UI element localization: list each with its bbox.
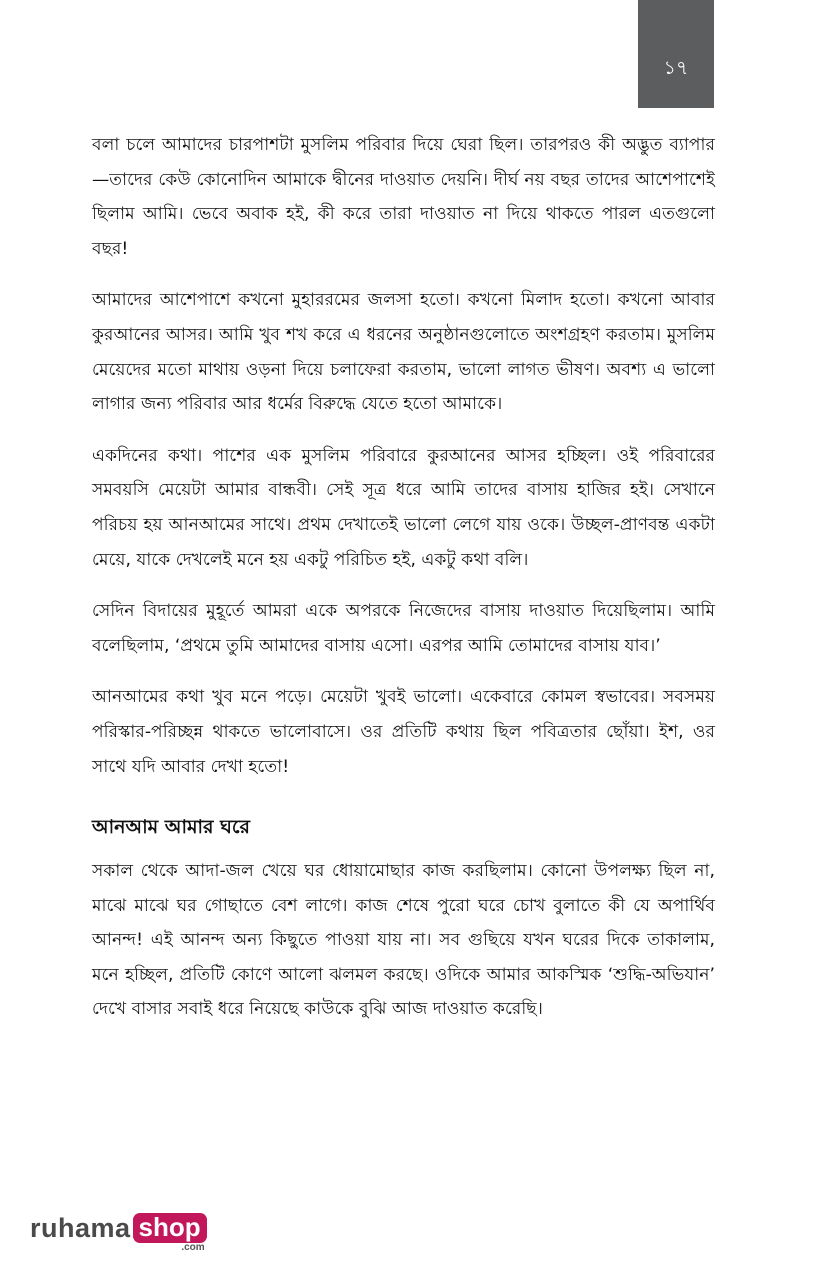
section-heading: আনআম আমার ঘরে	[92, 816, 250, 839]
page-number: ১৭	[663, 57, 689, 79]
section-paragraph-1: সকাল থেকে আদা-জল খেয়ে ঘর ধোয়ামোছার কাজ করছিলাম। কোনো উপলক্ষ্য ছিল না, মাঝে মাঝে ঘর গোছাতে বেশ লাগে। কাজ শেষে পুরো ঘরে চোখ বুলাতে কী যে অপার্থিব আনন্দ! এই আনন্দ অন্য কিছুতে পাওয়া যায় না। সব গুছিয়ে যখন ঘরের দিকে তাকালাম, মনে হচ্ছিল, প্রতিটি কোণে আলো ঝলমল করছে। ওদিকে আমার আকস্মিক ‘শুদ্ধি-অভিযান’ দেখে বাসার সবাই ধরে নিয়েছে কাউকে বুঝি আজ দাওয়াত করেছি।	[92, 861, 715, 1020]
logo-word: ruhama	[30, 1213, 131, 1243]
publisher-logo	[30, 1212, 207, 1253]
paragraph-5: আনআমের কথা খুব মনে পড়ে। মেয়েটা খুবই ভালো। একেবারে কোমল স্বভাবের। সবসময় পরিস্কার-পরিচ্ছন্ন থাকতে ভালোবাসে। ওর প্রতিটি কথায় ছিল পবিত্রতার ছোঁয়া। ইশ, ওর সাথে যদি আবার দেখা হতো!	[92, 687, 715, 777]
paragraph-3: একদিনের কথা। পাশের এক মুসলিম পরিবারে কুরআনের আসর হচ্ছিল। ওই পরিবারের সমবয়সি মেয়েটা আমার বান্ধবী। সেই সূত্র ধরে আমি তাদের বাসায় হাজির হই। সেখানে পরিচয় হয় আনআমের সাথে। প্রথম দেখাতেই ভালো লেগে যায় ওকে। উচ্ছল-প্রাণবন্ত একটা মেয়ে, যাকে দেখলেই মনে হয় একটু পরিচিত হই, একটু কথা বলি।	[92, 445, 715, 570]
paragraph-4: সেদিন বিদায়ের মুহূর্তে আমরা একে অপরকে নিজেদের বাসায় দাওয়াত দিয়েছিলাম। আমি বলেছিলাম, ‘প্রথমে তুমি আমাদের বাসায় এসো। এরপর আমি তোমাদের বাসায় যাব।’	[92, 601, 715, 656]
logo-badge-text: shop	[138, 1212, 201, 1242]
logo-shop-badge	[133, 1212, 207, 1253]
logo-suffix: .com	[181, 1242, 205, 1253]
page-number-tab	[638, 0, 714, 108]
page-body	[92, 128, 715, 1044]
paragraph-2: আমাদের আশেপাশে কখনো মুহাররমের জলসা হতো। কখনো মিলাদ হতো। কখনো আবার কুরআনের আসর। আমি খুব শখ করে এ ধরনের অনুষ্ঠানগুলোতে অংশগ্রহণ করতাম। মুসলিম মেয়েদের মতো মাথায় ওড়না দিয়ে চলাফেরা করতাম, ভালো লাগত ভীষণ। অবশ্য এ ভালো লাগার জন্য পরিবার আর ধর্মের বিরুদ্ধে যেতে হতো আমাকে।	[92, 290, 715, 415]
paragraph-1: বলা চলে আমাদের চারপাশটা মুসলিম পরিবার দিয়ে ঘেরা ছিল। তারপরও কী অদ্ভুত ব্যাপার—তাদের কেউ কোনোদিন আমাকে দ্বীনের দাওয়াত দেয়নি। দীর্ঘ নয় বছর তাদের আশেপাশেই ছিলাম আমি। ভেবে অবাক হই, কী করে তারা দাওয়াত না দিয়ে থাকতে পারল এতগুলো বছর!	[92, 135, 715, 259]
